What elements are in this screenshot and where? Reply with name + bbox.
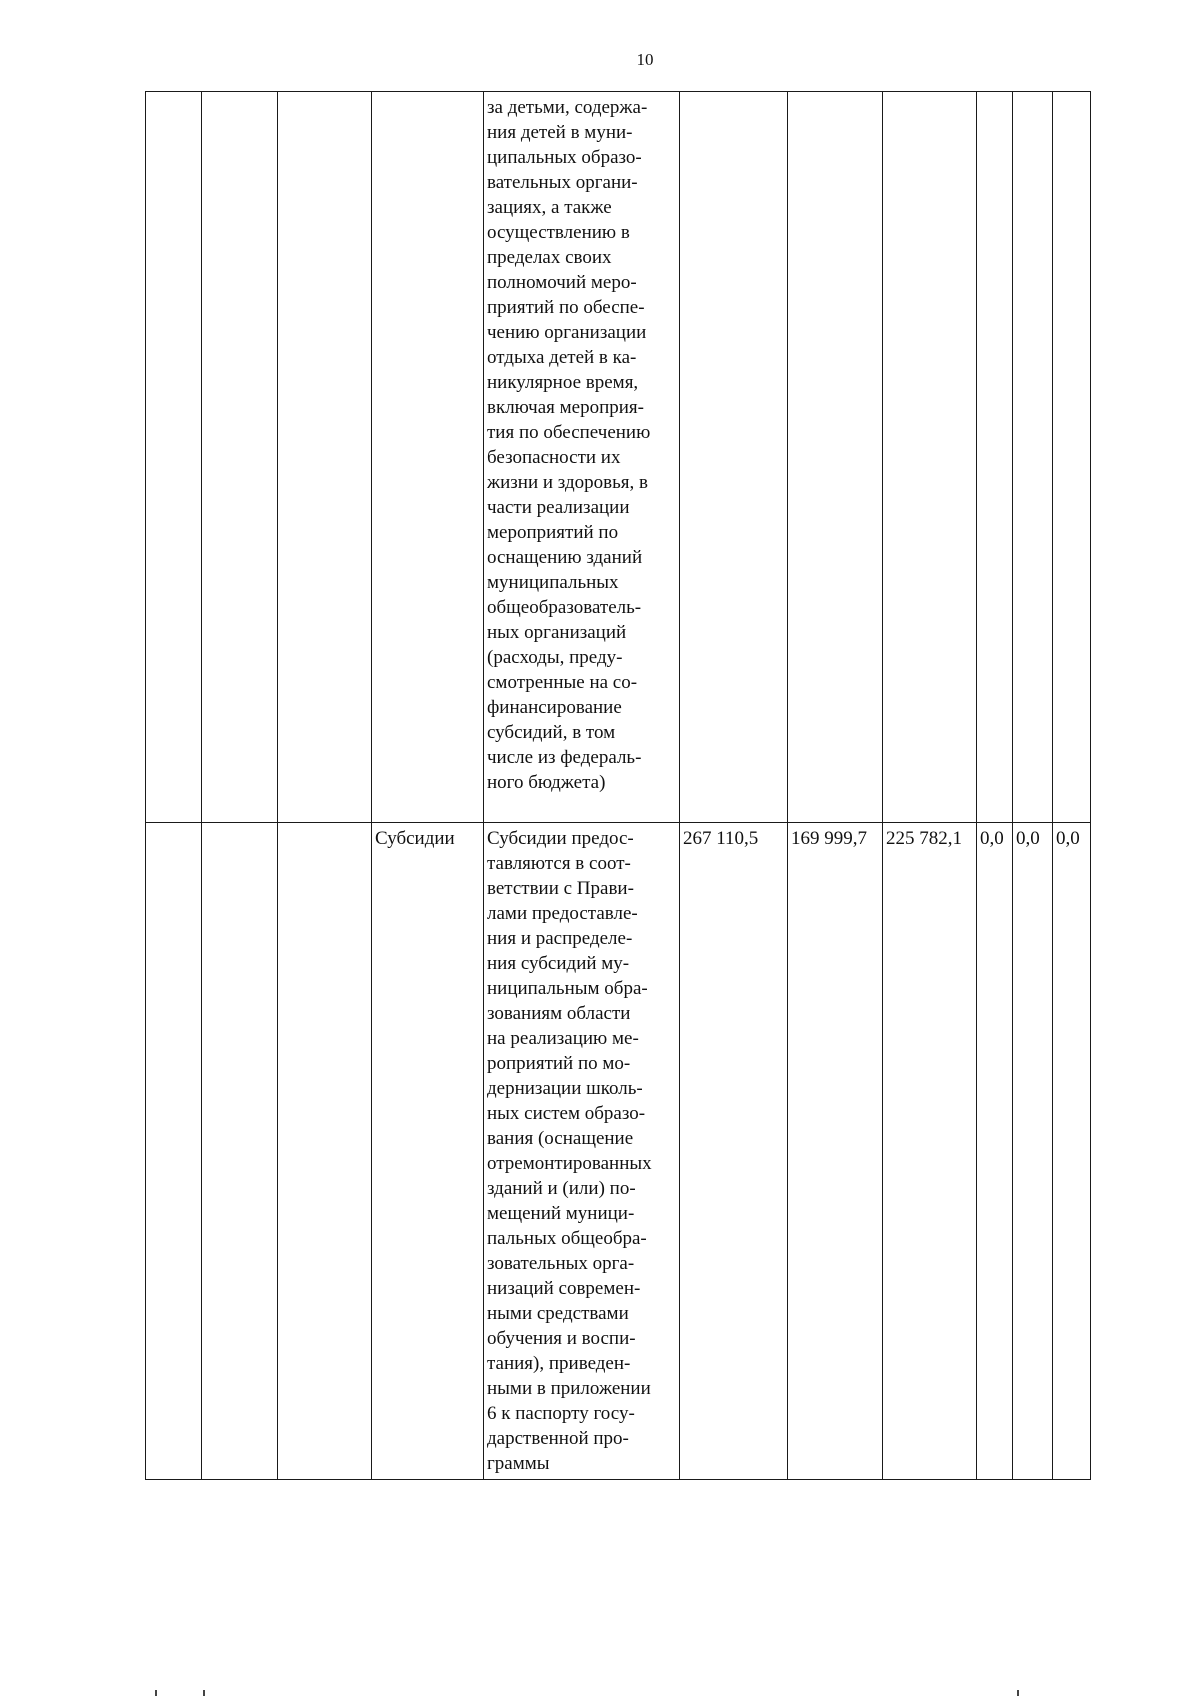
amount-cell: 169 999,7 [788,823,883,1480]
amount-cell: 0,0 [1013,823,1053,1480]
amount-cell [1053,92,1091,823]
scan-edge-marks [155,1690,1055,1696]
table-cell [146,92,202,823]
table-cell [202,92,278,823]
description-cell: за детьми, содержа- ния детей в муни- ципальных образо- вательных органи- зациях, а также осуществлению в пределах своих полномочий меро- приятий по обеспе- чению организации отдыха детей в ка- никулярное время, включая мероприя- тия по обеспечению безопасности их жизни и здоровья, в части реализации мероприятий по оснащению зданий муниципальных общеобразователь- ных организаций (расходы, преду- смотренные на со- финансирование субсидий, в том числе из федераль- ного бюджета) [484,92,680,823]
table-cell [146,823,202,1480]
table-row [146,92,1091,823]
amount-cell: 0,0 [977,823,1013,1480]
amount-cell [883,92,977,823]
page-number: 10 [636,50,654,69]
amount-cell [1013,92,1053,823]
description-cell: Субсидии предос- тавляются в соот- ветствии с Прави- лами предоставле- ния и распределе- ния субсидий му- ниципальным обра- зованиям области на реализацию ме- роприятий по мо- дернизации школь- ных систем образо- вания (оснащение отремонтированных зданий и (или) по- мещений муници- пальных общеобра- зовательных орга- низаций современ- ными средствами обучения и воспи- тания), приведен- ными в приложении 6 к паспорту госу- дарственной про- граммы [484,823,680,1480]
budget-table [145,91,1091,1480]
amount-cell [977,92,1013,823]
amount-cell: 0,0 [1053,823,1091,1480]
amount-cell: 267 110,5 [680,823,788,1480]
table-cell [278,823,372,1480]
expense-type-cell: Субсидии [372,823,484,1480]
table-cell [372,92,484,823]
amount-cell [680,92,788,823]
table-cell [202,823,278,1480]
table-row [146,823,1091,1480]
table-cell [278,92,372,823]
amount-cell: 225 782,1 [883,823,977,1480]
amount-cell [788,92,883,823]
